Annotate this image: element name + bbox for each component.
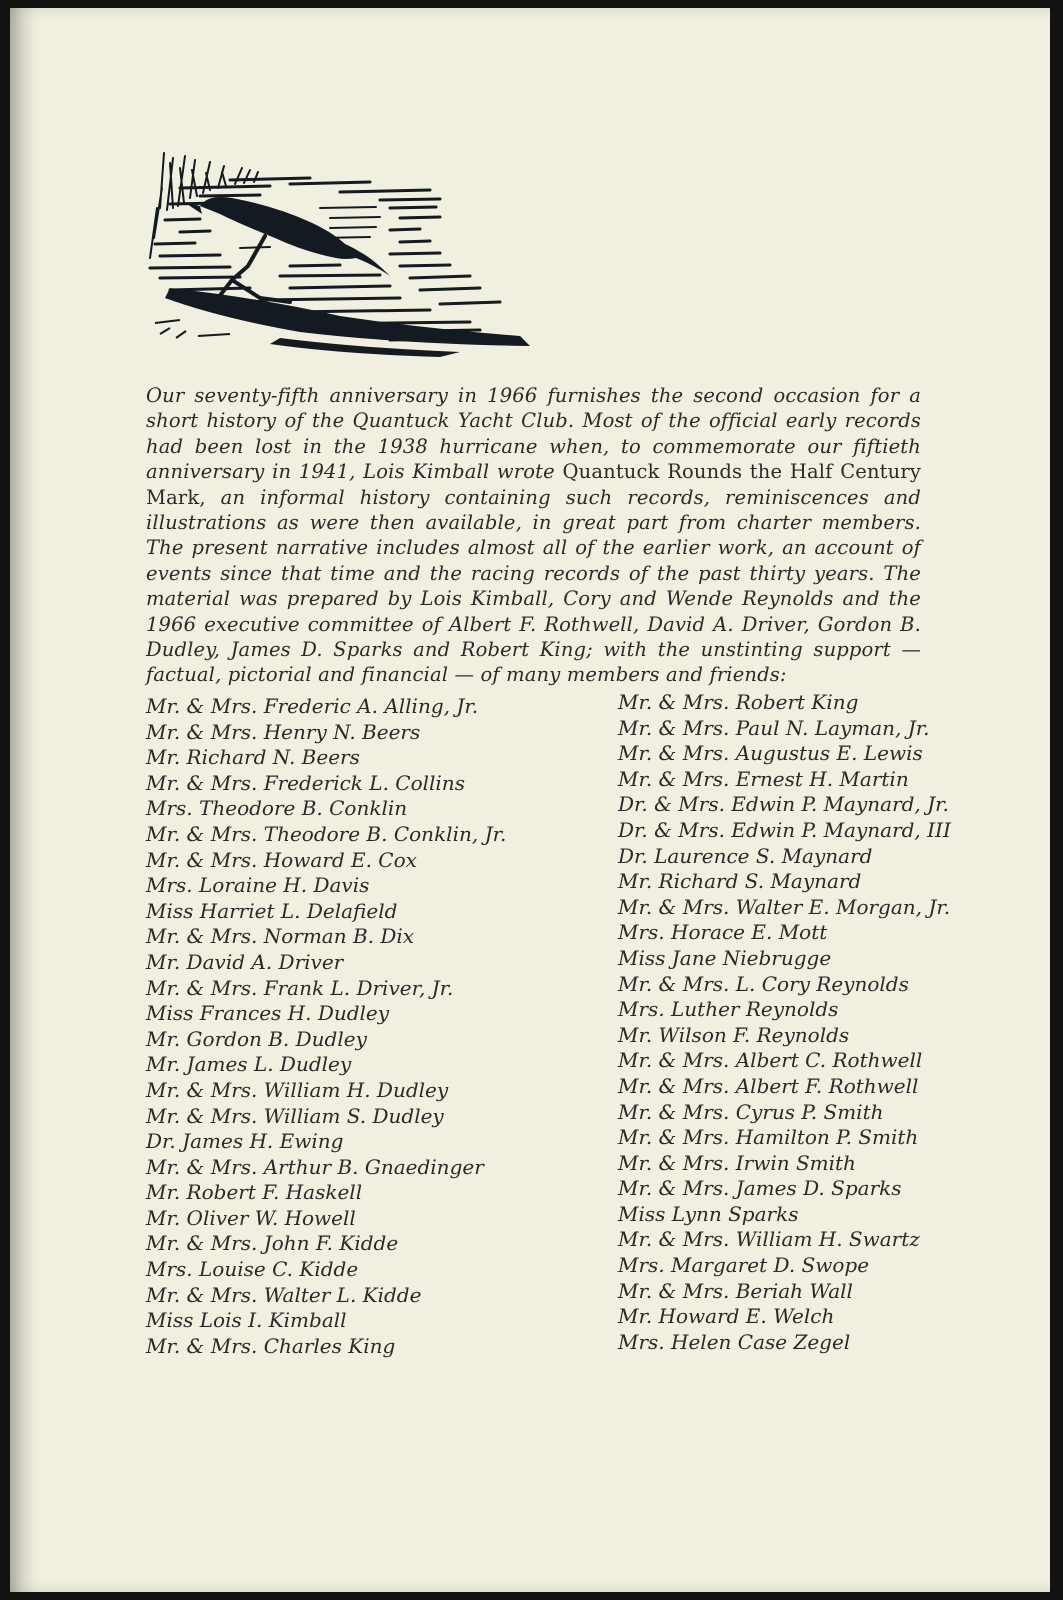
member-name: Mrs. Margaret D. Swope — [618, 1253, 870, 1278]
member-name: Mrs. Luther Reynolds — [618, 997, 839, 1022]
member-name: Mr. & Mrs. Norman B. Dix — [146, 924, 415, 949]
member-name: Mr. & Mrs. Albert F. Rothwell — [618, 1073, 919, 1098]
book-page — [10, 8, 1050, 1592]
member-name: Miss Lois I. Kimball — [146, 1308, 347, 1333]
members-list-right — [618, 690, 1038, 1355]
member-name: Mr. & Mrs. William S. Dudley — [146, 1103, 444, 1128]
member-name: Miss Lynn Sparks — [618, 1201, 799, 1226]
member-name: Mr. & Mrs. Cyrus P. Smith — [618, 1099, 884, 1124]
member-name: Mr. & Mrs. Albert C. Rothwell — [618, 1048, 923, 1073]
member-name: Mrs. Horace E. Mott — [618, 920, 828, 945]
member-name: Dr. & Mrs. Edwin P. Maynard, III — [618, 817, 951, 842]
member-name: Mr. & Mrs. Robert King — [618, 690, 859, 714]
member-name: Mr. & Mrs. Hamilton P. Smith — [618, 1125, 919, 1150]
member-name: Dr. James H. Ewing — [146, 1129, 344, 1154]
member-name: Mr. & Mrs. James D. Sparks — [618, 1176, 902, 1201]
member-name: Mr. Oliver W. Howell — [146, 1205, 356, 1230]
member-name: Mrs. Louise C. Kidde — [146, 1257, 359, 1282]
member-name: Mrs. Loraine H. Davis — [146, 873, 370, 898]
member-name: Mr. Richard S. Maynard — [618, 869, 862, 894]
member-name: Mr. Gordon B. Dudley — [146, 1026, 367, 1051]
member-name: Mr. & Mrs. Paul N. Layman, Jr. — [618, 715, 930, 740]
member-name: Mr. & Mrs. Frederick L. Collins — [146, 770, 465, 795]
member-name: Mr. David A. Driver — [146, 949, 344, 974]
member-name: Mr. & Mrs. Theodore B. Conklin, Jr. — [146, 821, 507, 846]
member-name: Mr. Robert F. Haskell — [146, 1180, 363, 1205]
member-name: Mr. James L. Dudley — [146, 1052, 352, 1077]
member-name: Mr. & Mrs. Howard E. Cox — [146, 847, 417, 872]
member-name: Mr. Wilson F. Reynolds — [618, 1022, 850, 1047]
members-list-left — [146, 694, 606, 1359]
member-name: Mr. & Mrs. Henry N. Beers — [146, 719, 421, 744]
member-name: Mr. & Mrs. William H. Dudley — [146, 1077, 449, 1102]
member-name: Mr. Howard E. Welch — [618, 1304, 835, 1329]
member-name: Miss Harriet L. Delafield — [146, 898, 398, 923]
member-name: Mr. & Mrs. Beriah Wall — [618, 1278, 853, 1303]
intro-text-part2: an informal history containing such records, reminiscences and illustrations as were then available, in great part from charter members. The present narrative includes almost all of the earlier work, an account of events since that time and the racing records of the past thirty years. The material was prepared by Lois Kimball, Cory and Wende Reynolds and the 1966 executive committee of Albert F. Rothwell, David A. Driver, Gordon B. Dudley, James D. Sparks and Robert King; with the unstinting support — factual, pictorial and financial — of many members and friends: — [146, 485, 921, 687]
member-name: Mr. Richard N. Beers — [146, 745, 360, 770]
member-name: Dr. & Mrs. Edwin P. Maynard, Jr. — [618, 792, 949, 817]
member-name: Mrs. Helen Case Zegel — [618, 1329, 851, 1354]
member-name: Mr. & Mrs. Augustus E. Lewis — [618, 741, 923, 766]
member-name: Mr. & Mrs. Irwin Smith — [618, 1150, 856, 1175]
member-name: Mr. & Mrs. Frederic A. Alling, Jr. — [146, 694, 479, 718]
member-name: Mr. & Mrs. William H. Swartz — [618, 1227, 920, 1252]
intro-book-title: Quantuck Rounds the Half Century Mark, — [146, 460, 921, 509]
member-name: Mr. & Mrs. Frank L. Driver, Jr. — [146, 975, 454, 1000]
member-name: Mr. & Mrs. Walter E. Morgan, Jr. — [618, 894, 951, 919]
sandpiper-illustration — [140, 148, 535, 358]
member-name: Mrs. Theodore B. Conklin — [146, 796, 408, 821]
member-name: Miss Frances H. Dudley — [146, 1001, 390, 1026]
intro-paragraph — [146, 383, 921, 688]
member-name: Dr. Laurence S. Maynard — [618, 843, 873, 868]
member-name: Miss Jane Niebrugge — [618, 945, 832, 970]
member-name: Mr. & Mrs. Arthur B. Gnaedinger — [146, 1154, 484, 1179]
member-name: Mr. & Mrs. Charles King — [146, 1333, 396, 1358]
member-name: Mr. & Mrs. Walter L. Kidde — [146, 1282, 422, 1307]
member-name: Mr. & Mrs. John F. Kidde — [146, 1231, 399, 1256]
member-name: Mr. & Mrs. Ernest H. Martin — [618, 766, 909, 791]
intro-text-part1: Our seventy-fifth anniversary in 1966 furnishes the second occasion for a short history of the Quantuck Yacht Club. Most of the official early records had been lost in the 1938 hurricane when, to commemorate our fiftieth anniversary in 1941, Lois Kimball wrote — [146, 384, 921, 484]
member-name: Mr. & Mrs. L. Cory Reynolds — [618, 971, 909, 996]
